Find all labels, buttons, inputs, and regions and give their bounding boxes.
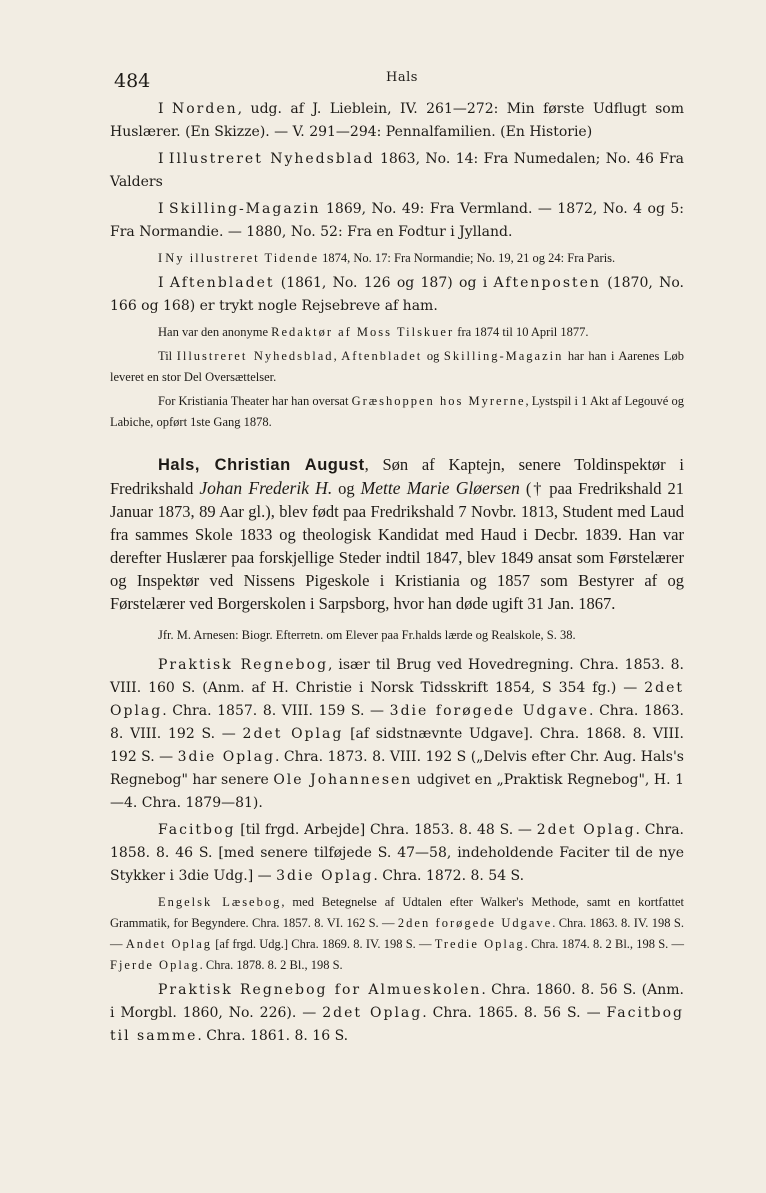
text: udgivet en „Praktisk Regnebog", H. 1—4. Chra. 1879—81). — [110, 772, 684, 811]
text: , Lystspil i 1 Akt af Legouvé og Labiche, opført 1ste Gang 1878. — [110, 394, 684, 429]
text: I — [158, 275, 170, 291]
edition: 3die Oplag — [177, 749, 275, 765]
text: . Chra. 1865. 8. 56 S. — — [422, 1005, 607, 1021]
work-regnebog-almueskolen — [110, 979, 684, 1048]
text: Han var den anonyme — [158, 325, 272, 339]
edition: 3die forøgede Udgave — [389, 703, 590, 719]
text: Til — [158, 349, 177, 363]
work-title: Facitbog — [158, 822, 236, 838]
edition: Facitbog til samme — [110, 1005, 684, 1044]
work-facitbog — [110, 819, 684, 888]
text: (1870, No. 166 og 168) er trykt nogle Rejsebreve af ham. — [110, 275, 684, 314]
text: , med Betegnelse af Udtalen efter Walker's Methode, samt en kortfattet Grammatik, for Begyndere. Chra. 1857. 8. VI. 162 S. — — [110, 895, 684, 930]
publication-title: Illustreret Nyhedsblad — [176, 349, 334, 363]
text: . Chra. 1872. 8. 54 S. — [373, 868, 525, 884]
text: [af sidstnævnte Udgave]. Chra. 1868. 8. VIII. 192 S. — — [110, 726, 684, 765]
edition: 3die Oplag — [276, 868, 374, 884]
publication-title: Ny illustreret Tidende — [165, 251, 320, 265]
paragraph-aftenbladet — [110, 272, 684, 318]
text: 1869, No. 49: Fra Vermland. — 1872, No. 4 og 5: Fra Normandie. — 1880, No. 52: Fra en Fodtur i Jylland. — [110, 201, 684, 240]
edition: 2det Oplag — [536, 822, 636, 838]
edition: 2det Oplag — [322, 1005, 423, 1021]
text: . Chra. 1858. 8. 46 S. [med senere tilføjede S. 47—58, indeholdende Faciter til de nye Stykker i 3die Udg.] — — [110, 822, 684, 884]
edition: 2det Oplag — [242, 726, 344, 742]
text: og — [332, 479, 361, 498]
paragraph-skilling-magazin — [110, 198, 684, 244]
text: , udg. af J. Lieblein, IV. 261—272: Min første Udflugt som Huslærer. (En Skizze). — V. 291—294: Pennalfamilien. (En Historie) — [110, 101, 684, 140]
text: . Chra. 1860. 8. 56 S. (Anm. i Morgbl. 1860, No. 226). — — [110, 982, 684, 1021]
text: († paa Fredrikshald 21 Januar 1873, 89 Aar gl.), blev født paa Fredrikshald 7 Novbr. 1813, Student med Laud fra sammes Skole 1833 og theologisk Kandidat med Haud i Decbr. 1839. Han var derefter Huslærer paa forskjellige Steder indtil 1847, blev 1849 ansat som Førstelærer og Inspektør ved Nissens Pigeskole i Kristiania og 1857 som Bestyrer af og Førstelærer ved Borgerskolen i Sarpsborg, hvor han døde ugift 31 Jan. 1867. — [110, 479, 685, 613]
work-praktisk-regnebog — [110, 654, 684, 815]
publication-title: Illustreret Nyhedsblad — [168, 151, 375, 167]
mother-name: Mette Marie Gløersen — [360, 478, 520, 498]
edition: 2den forøgede Udgave — [397, 916, 553, 930]
text: [af frgd. Udg.] Chra. 1869. 8. IV. 198 S. — — [212, 937, 435, 951]
page-number: 484 — [114, 70, 151, 92]
paragraph-moss-tilskuer — [110, 322, 684, 343]
text: har han i Aarenes Løb leveret en stor Del Oversættelser. — [110, 349, 685, 384]
text: (1861, No. 126 og 187) og i — [274, 275, 494, 291]
text: . Chra. 1863. 8. IV. 198 S. — — [110, 916, 684, 951]
text: I — [158, 151, 169, 167]
text: . Chra. 1873. 8. VIII. 192 S („Delvis efter Chr. Aug. Hals's Regnebog" har senere — [110, 749, 684, 788]
entry-name: Hals, Christian August — [158, 456, 365, 474]
text: , især til Brug ved Hovedregning. Chra. 1853. 8. VIII. 160 S. (Anm. af H. Christie i Norsk Tidsskrift 1854, S 354 fg.) — — [110, 657, 684, 696]
text: [til frgd. Arbejde] Chra. 1853. 8. 48 S. — — [235, 822, 537, 838]
paragraph-ny-illustreret-tidende — [110, 248, 684, 269]
text: . Chra. 1861. 8. 16 S. — [197, 1028, 349, 1044]
publication-title: Skilling-Magazin — [443, 349, 564, 363]
edition: Tredie Oplag — [434, 937, 525, 951]
work-engelsk-laesebog — [110, 892, 684, 976]
running-head: Hals — [386, 70, 418, 85]
text: 1874, No. 17: Fra Normandie; No. 19, 21 og 24: Fra Paris. — [319, 251, 616, 265]
text: . Chra. 1878. 8. 2 Bl., 198 S. — [199, 958, 343, 972]
text: , — [333, 349, 342, 363]
work-title: Praktisk Regnebog — [158, 657, 329, 673]
publication-title: Skilling-Magazin — [168, 201, 321, 217]
text: 1863, No. 14: Fra Numedalen; No. 46 Fra Valders — [110, 151, 684, 190]
edition: Andet Oplag — [125, 937, 213, 951]
play-title: Græshoppen hos Myrerne — [351, 394, 526, 408]
text: I — [158, 201, 169, 217]
text: og — [422, 349, 444, 363]
paragraph-translations — [110, 346, 684, 388]
edition: 2det Oplag — [110, 680, 684, 719]
text: , Søn af Kaptejn, senere Toldinspektør i Fredrikshald — [110, 455, 684, 498]
text: fra 1874 til 10 April 1877. — [454, 325, 589, 339]
text: I — [158, 251, 166, 265]
person-name: Ole Johannesen — [273, 772, 413, 788]
text: . Chra. 1874. 8. 2 Bl., 198 S. — — [524, 937, 684, 951]
work-title: Praktisk Regnebog for Almueskolen — [158, 982, 482, 998]
text: . Chra. 1857. 8. VIII. 159 S. — — [162, 703, 390, 719]
publication-title: Redaktør af Moss Tilskuer — [271, 325, 455, 339]
paragraph-illustreret-nyhedsblad — [110, 148, 684, 194]
publication-title: Aftenbladet — [341, 349, 423, 363]
text: For Kristiania Theater har han oversat — [158, 394, 352, 408]
text: I — [158, 101, 172, 117]
reference-note: Jfr. M. Arnesen: Biogr. Efterretn. om Elever paa Fr.halds lærde og Realskole, S. 38. — [158, 628, 576, 642]
father-name: Johan Frederik H. — [199, 478, 333, 498]
biography-entry — [110, 453, 684, 615]
text: . Chra. 1863. 8. VIII. 192 S. — — [110, 703, 685, 742]
page-body — [110, 98, 684, 1052]
publication-title: Aftenposten — [493, 275, 601, 291]
work-title: Engelsk Læsebog — [158, 895, 282, 909]
publication-title: Aftenbladet — [169, 275, 275, 291]
edition: Fjerde Oplag — [110, 958, 200, 972]
paragraph-theater — [110, 391, 684, 433]
publication-title: Norden — [172, 101, 238, 117]
paragraph-norden — [110, 98, 684, 144]
